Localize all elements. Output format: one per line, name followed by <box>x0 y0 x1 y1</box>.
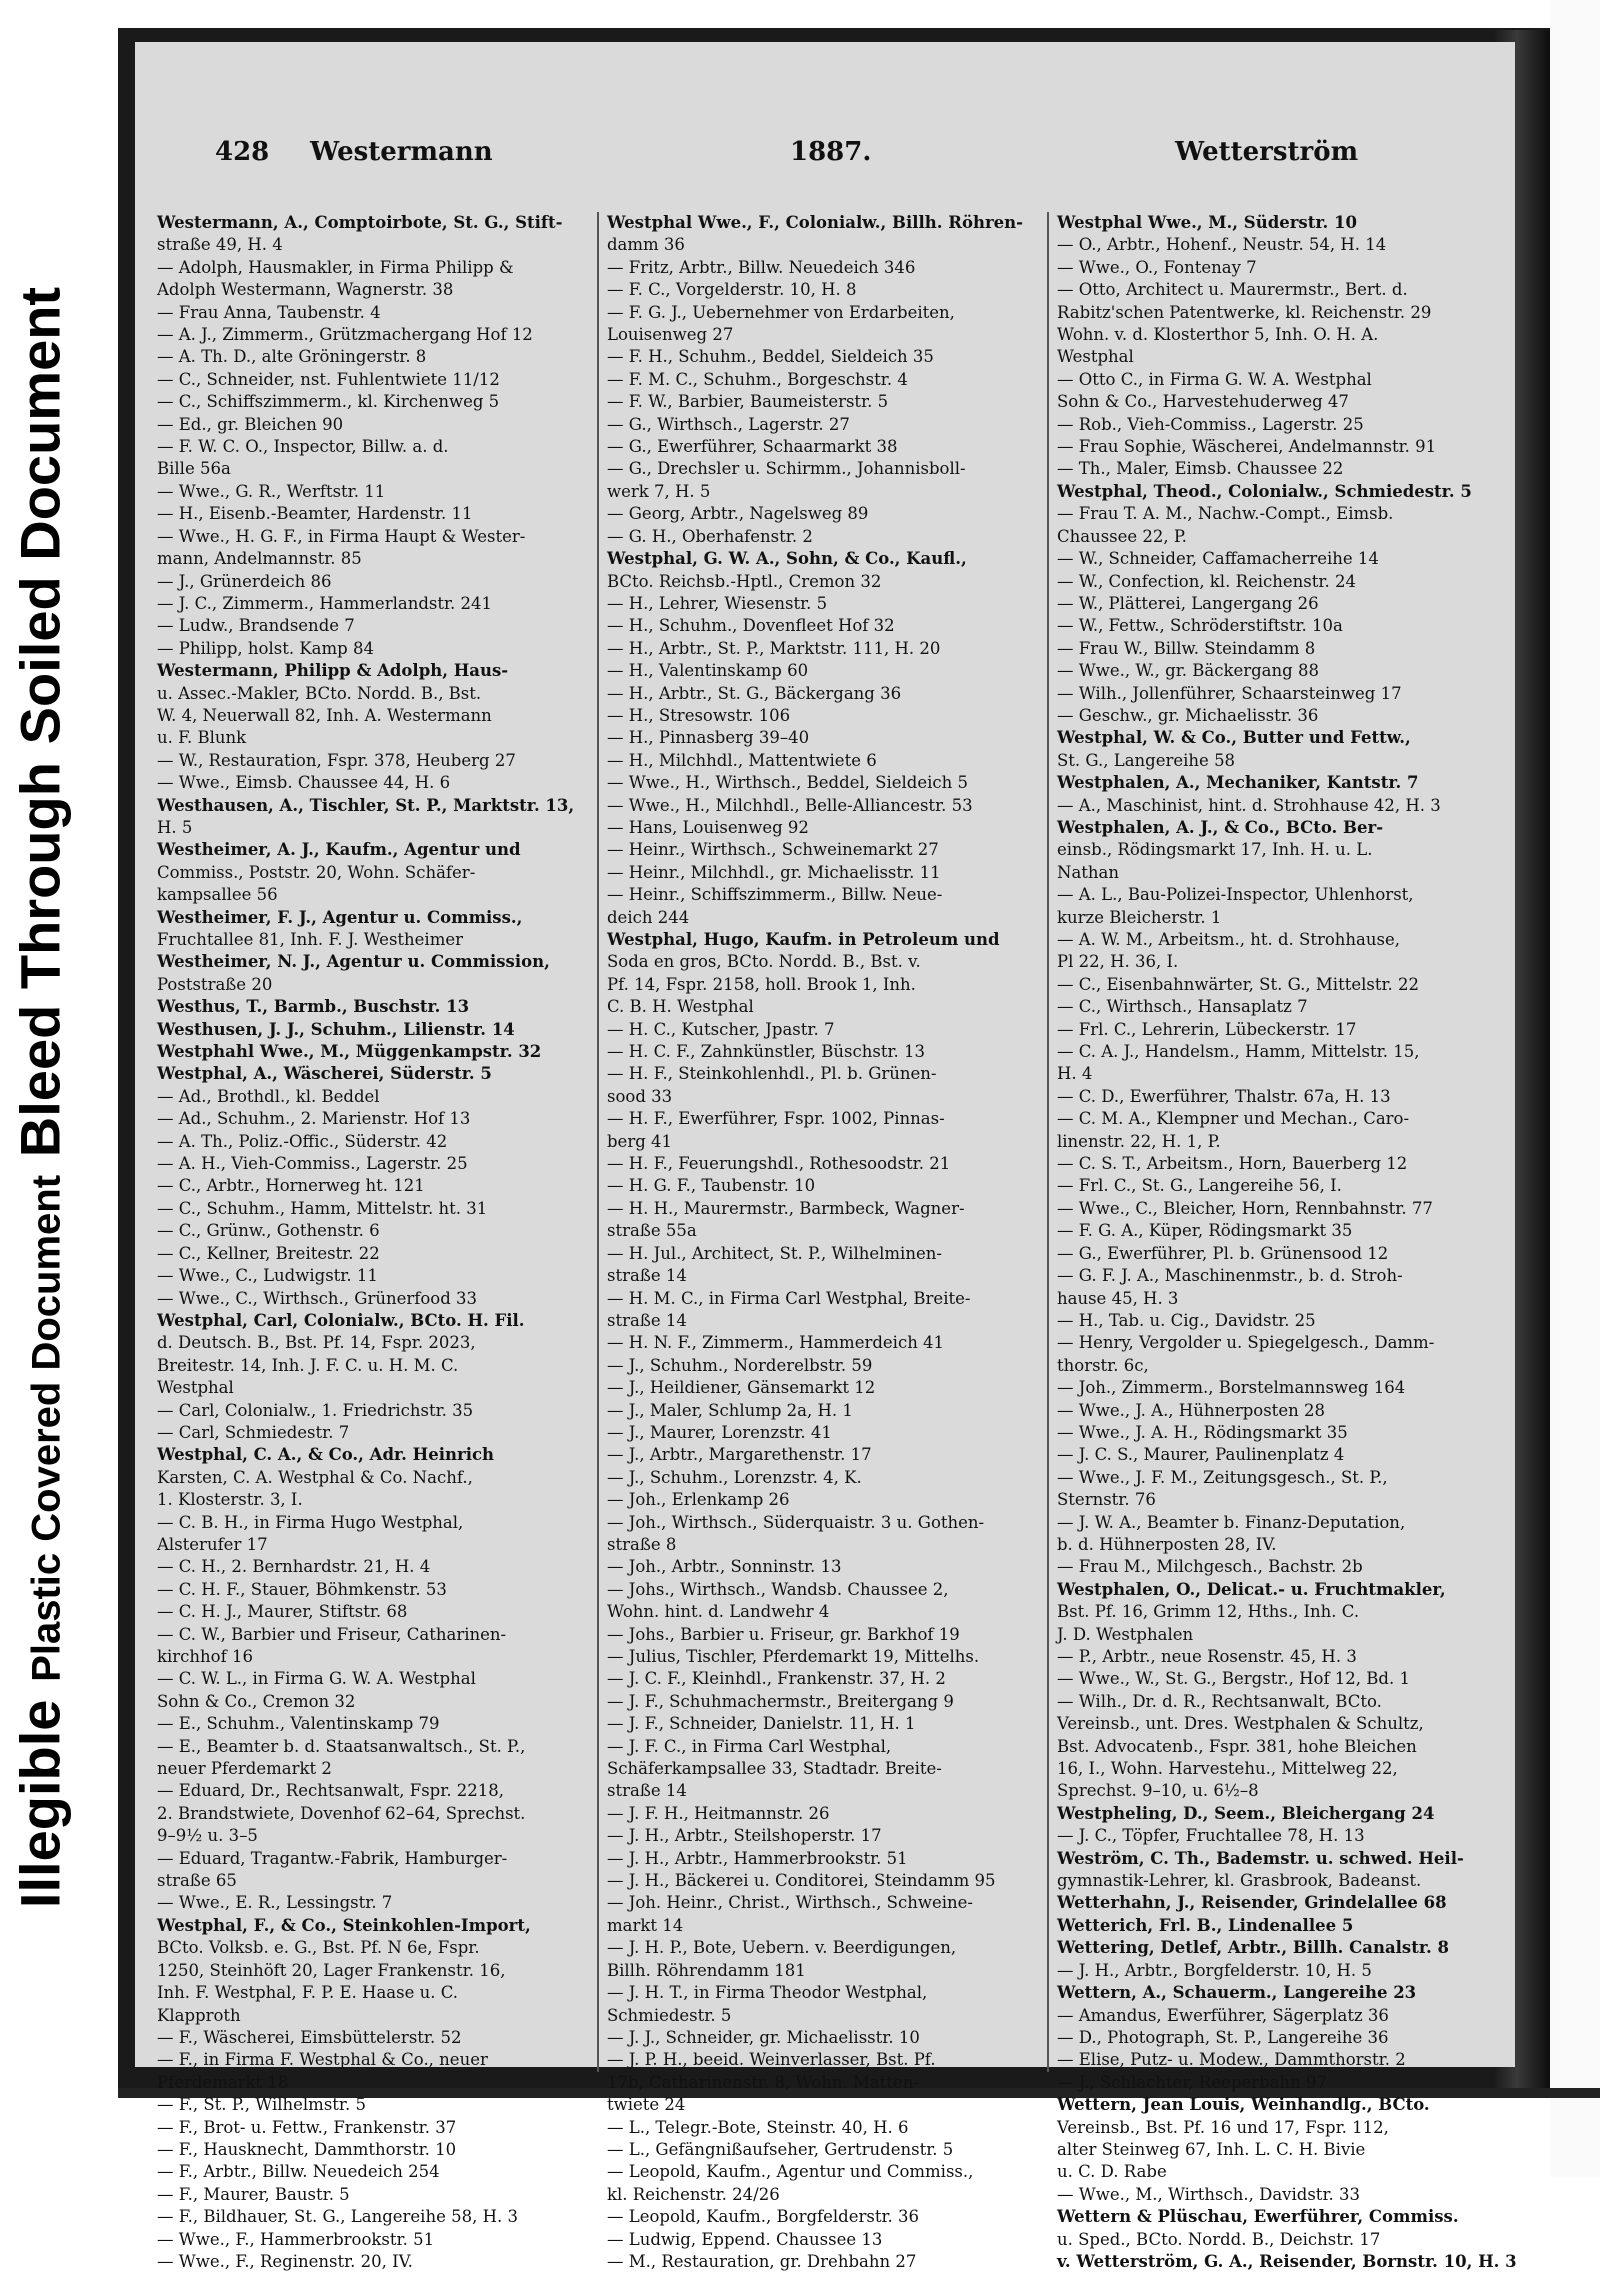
directory-line: Westphahl Wwe., M., Müggenkampstr. 32 <box>157 1042 542 1062</box>
label-bleed-through: Bleed Through <box>8 762 72 1158</box>
directory-line: Westhusen, J. J., Schuhm., Lilienstr. 14 <box>157 1019 515 1039</box>
directory-line: — Wwe., J. F. M., Zeitungsgesch., St. P., <box>1057 1467 1388 1487</box>
label-soiled-document: Soiled Document <box>8 286 72 745</box>
directory-line: — J. H., Arbtr., Borgfelderstr. 10, H. 5 <box>1057 1960 1372 1980</box>
directory-line: Wettering, Detlef, Arbtr., Billh. Canalstr. 8 <box>1057 1938 1449 1958</box>
directory-line: gymnastik-Lehrer, kl. Grasbrook, Badeanst. <box>1057 1871 1422 1891</box>
directory-line: — C. B. H., in Firma Hugo Westphal, <box>157 1512 464 1532</box>
side-label-text <box>1 98 96 2098</box>
directory-line: — Wwe., F., Hammerbrookstr. 51 <box>157 2229 435 2249</box>
directory-line: Westphal Wwe., F., Colonialw., Billh. Röhren- <box>607 213 1023 232</box>
directory-line: — F., Bildhauer, St. G., Langereihe 58, H. 3 <box>157 2207 518 2227</box>
directory-line: Fruchtallee 81, Inh. F. J. Westheimer <box>157 930 464 949</box>
directory-line: — J., Heildiener, Gänsemarkt 12 <box>607 1378 876 1398</box>
directory-line: Westheimer, F. J., Agentur u. Commiss., <box>157 907 523 927</box>
directory-line: straße 65 <box>157 1871 237 1891</box>
directory-line: Sohn & Co., Harvestehuderweg 47 <box>1057 392 1349 412</box>
directory-line: kampsallee 56 <box>157 885 278 905</box>
directory-line: — Wwe., C., Ludwigstr. 11 <box>157 1266 378 1286</box>
directory-line: — C., Kellner, Breitestr. 22 <box>157 1243 380 1263</box>
directory-line: Westphal, Carl, Colonialw., BCto. H. Fil. <box>157 1310 525 1330</box>
directory-line: Louisenweg 27 <box>607 325 734 345</box>
directory-line: — Wwe., M., Wirthsch., Davidstr. 33 <box>1057 2184 1361 2204</box>
directory-line: — Frau M., Milchgesch., Bachstr. 2b <box>1057 1557 1363 1577</box>
directory-line: Wetterhahn, J., Reisender, Grindelallee 68 <box>1057 1893 1447 1913</box>
directory-line: u. C. D. Rabe <box>1057 2162 1167 2182</box>
directory-line: straße 8 <box>607 1534 677 1554</box>
directory-line: Wettern & Plüschau, Ewerführer, Commiss. <box>1057 2207 1459 2227</box>
directory-line: H. 4 <box>1057 1064 1093 1084</box>
directory-line: — W., Fettw., Schröderstiftstr. 10a <box>1057 616 1343 636</box>
directory-line: — H. G. F., Taubenstr. 10 <box>607 1176 816 1196</box>
directory-line: — H. C., Kutscher, Jpastr. 7 <box>607 1019 835 1039</box>
directory-line: — Fritz, Arbtr., Billw. Neuedeich 346 <box>607 257 916 277</box>
directory-line: — J., Schuhm., Norderelbstr. 59 <box>607 1355 873 1375</box>
directory-line: J. D. Westphalen <box>1057 1624 1194 1644</box>
directory-line: — Johs., Barbier u. Friseur, gr. Barkhof 19 <box>607 1624 960 1644</box>
directory-line: — E., Beamter b. d. Staatsanwaltsch., St. P., <box>157 1736 526 1756</box>
directory-line: — Wilh., Dr. d. R., Rechtsanwalt, BCto. <box>1057 1691 1382 1711</box>
directory-line: — J. H. P., Bote, Uebern. v. Beerdigungen, <box>607 1938 957 1958</box>
directory-line: — C. H., 2. Bernhardstr. 21, H. 4 <box>157 1557 431 1577</box>
directory-line: — F., St. P., Wilhelmstr. 5 <box>157 2095 366 2115</box>
directory-line: straße 14 <box>607 1310 687 1330</box>
directory-line: 2. Brandstwiete, Dovenhof 62–64, Sprechst. <box>157 1803 526 1823</box>
directory-line: Bst. Advocatenb., Fspr. 381, hohe Bleichen <box>1057 1736 1417 1756</box>
directory-line: — Th., Maler, Eimsb. Chaussee 22 <box>1057 459 1344 479</box>
directory-line: — F. G. J., Uebernehmer von Erdarbeiten, <box>607 302 955 322</box>
directory-line: — Heinr., Schiffszimmerm., Billw. Neue- <box>607 885 943 905</box>
directory-line: — J. C., Zimmerm., Hammerlandstr. 241 <box>157 593 493 613</box>
directory-line: — Joh., Erlenkamp 26 <box>607 1490 790 1510</box>
directory-line: — J. F., Schneider, Danielstr. 11, H. 1 <box>607 1714 916 1734</box>
directory-line: Westermann, A., Comptoirbote, St. G., Stift- <box>157 213 563 232</box>
directory-line: markt 14 <box>607 1915 684 1935</box>
column-right <box>1057 212 1517 2273</box>
directory-line: — H. N. F., Zimmerm., Hammerdeich 41 <box>607 1333 945 1353</box>
directory-line: — J. P. H., beeid. Weinverlasser, Bst. Pf. <box>607 2050 936 2070</box>
directory-line: — C. H. F., Stauer, Böhmkenstr. 53 <box>157 1579 447 1599</box>
year-heading: 1887. <box>790 137 872 167</box>
directory-line: Schmiedestr. 5 <box>607 2005 732 2025</box>
directory-line: — G., Wirthsch., Lagerstr. 27 <box>607 414 850 434</box>
right-running-head: Wetterström <box>1175 137 1359 167</box>
directory-line: — Wilh., Jollenführer, Schaarsteinweg 17 <box>1057 683 1402 703</box>
directory-line: — C. W., Barbier und Friseur, Catharinen- <box>157 1624 507 1644</box>
directory-line: — Carl, Colonialw., 1. Friedrichstr. 35 <box>157 1400 474 1420</box>
directory-line: — F., Arbtr., Billw. Neuedeich 254 <box>157 2162 440 2182</box>
directory-line: — Wwe., F., Reginenstr. 20, IV. <box>157 2251 413 2271</box>
directory-line: — G., Ewerführer, Schaarmarkt 38 <box>607 437 898 457</box>
directory-line: u. Assec.-Makler, BCto. Nordd. B., Bst. <box>157 683 482 703</box>
label-plastic-covered: Plastic Covered Document <box>24 1174 69 1682</box>
directory-line: 9–9½ u. 3–5 <box>157 1826 258 1846</box>
directory-line: neuer Pferdemarkt 2 <box>157 1759 332 1779</box>
directory-line: — F. C., Vorgelderstr. 10, H. 8 <box>607 280 857 300</box>
directory-line: — J., Schuhm., Lorenzstr. 4, K. <box>607 1467 862 1487</box>
directory-line: straße 14 <box>607 1781 687 1801</box>
directory-line: — J., Arbtr., Margarethenstr. 17 <box>607 1445 872 1465</box>
directory-line: Weström, C. Th., Bademstr. u. schwed. Heil- <box>1057 1848 1464 1868</box>
directory-line: — J. W. A., Beamter b. Finanz-Deputation, <box>1057 1512 1406 1532</box>
directory-line: Breitestr. 14, Inh. J. F. C. u. H. M. C. <box>157 1355 459 1375</box>
directory-line: b. d. Hühnerposten 28, IV. <box>1057 1534 1277 1554</box>
directory-line: Wohn. v. d. Klosterthor 5, Inh. O. H. A. <box>1057 325 1379 345</box>
directory-line: — G., Drechsler u. Schirmm., Johannisboll- <box>607 459 966 479</box>
column-left <box>157 212 587 2273</box>
directory-line: — F. W., Barbier, Baumeisterstr. 5 <box>607 392 889 412</box>
directory-line: straße 55a <box>607 1221 697 1241</box>
directory-line: Poststraße 20 <box>157 974 273 994</box>
directory-line: — J. C. F., Kleinhdl., Frankenstr. 37, H. 2 <box>607 1669 946 1689</box>
left-running-head: Westermann <box>310 137 493 167</box>
directory-line: — H., Pinnasberg 39–40 <box>607 728 810 748</box>
directory-line: — Henry, Vergolder u. Spiegelgesch., Damm- <box>1057 1333 1435 1353</box>
directory-line: — C., Schiffszimmerm., kl. Kirchenweg 5 <box>157 392 500 412</box>
directory-line: BCto. Volksb. e. G., Bst. Pf. N 6e, Fspr. <box>157 1938 480 1958</box>
directory-line: — C., Eisenbahnwärter, St. G., Mittelstr. 22 <box>1057 974 1420 994</box>
directory-line: — H. F., Ewerführer, Fspr. 1002, Pinnas- <box>607 1109 945 1129</box>
directory-line: St. G., Langereihe 58 <box>1057 750 1236 770</box>
directory-line: — G. H., Oberhafenstr. 2 <box>607 526 813 546</box>
directory-line: — F. W. C. O., Inspector, Billw. a. d. <box>157 437 449 457</box>
directory-line: — Philipp, holst. Kamp 84 <box>157 638 374 658</box>
column-middle <box>607 212 1037 2273</box>
directory-line: — W., Plätterei, Langergang 26 <box>1057 593 1319 613</box>
directory-line: — H., Stresowstr. 106 <box>607 705 791 725</box>
directory-line: u. F. Blunk <box>157 728 247 748</box>
directory-line: — F., in Firma F. Westphal & Co., neuer <box>157 2050 488 2070</box>
directory-line: Westphal <box>1057 347 1134 367</box>
directory-line: Sternstr. 76 <box>1057 1490 1156 1510</box>
directory-line: v. Wetterström, G. A., Reisender, Bornstr. 10, H. 3 <box>1057 2251 1517 2271</box>
directory-line: — C., Wirthsch., Hansaplatz 7 <box>1057 997 1308 1017</box>
directory-line: — Wwe., H., Wirthsch., Beddel, Sieldeich 5 <box>607 773 968 793</box>
directory-line: — J. H., Bäckerei u. Conditorei, Steindamm 95 <box>607 1871 996 1891</box>
directory-line: — H., Tab. u. Cig., Davidstr. 25 <box>1057 1310 1316 1330</box>
directory-line: — Wwe., H. G. F., in Firma Haupt & Wester- <box>157 526 526 546</box>
directory-line: Vereinsb., Bst. Pf. 16 und 17, Fspr. 112, <box>1057 2117 1389 2137</box>
directory-line: — Julius, Tischler, Pferdemarkt 19, Mittelhs. <box>607 1647 980 1666</box>
directory-line: — J., Schlachter, Reeperbahn 97 <box>1057 2072 1327 2092</box>
directory-line: — E., Schuhm., Valentinskamp 79 <box>157 1714 440 1734</box>
directory-line: 1. Klosterstr. 3, I. <box>157 1490 303 1510</box>
directory-line: — H., Arbtr., St. P., Marktstr. 111, H. 20 <box>607 638 941 658</box>
directory-line: Adolph Westermann, Wagnerstr. 38 <box>157 280 454 300</box>
directory-line: BCto. Reichsb.-Hptl., Cremon 32 <box>607 571 882 591</box>
directory-line: — Geschw., gr. Michaelisstr. 36 <box>1057 705 1319 725</box>
directory-line: Westphal, C. A., & Co., Adr. Heinrich <box>157 1445 495 1465</box>
directory-line: — O., Arbtr., Hohenf., Neustr. 54, H. 14 <box>1057 235 1387 255</box>
directory-line: — Wwe., W., St. G., Bergstr., Hof 12, Bd. 1 <box>1057 1669 1410 1689</box>
directory-line: — P., Arbtr., neue Rosenstr. 45, H. 3 <box>1057 1647 1357 1666</box>
directory-line: — H. F., Steinkohlenhdl., Pl. b. Grünen- <box>607 1064 937 1084</box>
directory-line: — Hans, Louisenweg 92 <box>607 817 809 837</box>
directory-line: Westhus, T., Barmb., Buschstr. 13 <box>157 997 470 1017</box>
side-label <box>0 0 95 2177</box>
directory-line: — Joh., Arbtr., Sonninstr. 13 <box>607 1557 842 1577</box>
right-margin <box>1550 0 1600 2177</box>
directory-line: — Leopold, Kaufm., Borgfelderstr. 36 <box>607 2207 920 2227</box>
directory-line: Alsterufer 17 <box>157 1534 268 1554</box>
directory-line: einsb., Rödingsmarkt 17, Inh. H. u. L. <box>1057 840 1373 860</box>
directory-line: Westphal, A., Wäscherei, Süderstr. 5 <box>157 1064 492 1084</box>
directory-line: sood 33 <box>607 1086 673 1106</box>
directory-line: — Adolph, Hausmakler, in Firma Philipp & <box>157 257 514 277</box>
directory-line: — C., Grünw., Gothenstr. 6 <box>157 1221 380 1241</box>
directory-line: — Wwe., G. R., Werftstr. 11 <box>157 481 386 501</box>
directory-line: — A. L., Bau-Polizei-Inspector, Uhlenhorst, <box>1057 885 1414 905</box>
directory-line: — Frl. C., St. G., Langereihe 56, I. <box>1057 1176 1342 1196</box>
directory-line: Westheimer, A. J., Kaufm., Agentur und <box>157 840 521 860</box>
directory-line: — Rob., Vieh-Commiss., Lagerstr. 25 <box>1057 414 1364 434</box>
directory-line: — Frau T. A. M., Nachw.-Compt., Eimsb. <box>1057 504 1394 524</box>
directory-line: — Ed., gr. Bleichen 90 <box>157 414 344 434</box>
directory-line: — Ludwig, Eppend. Chaussee 13 <box>607 2229 883 2249</box>
directory-line: — M., Restauration, gr. Drehbahn 27 <box>607 2251 917 2271</box>
directory-line: — Wwe., C., Wirthsch., Grünerfood 33 <box>157 1288 478 1308</box>
directory-line: — A., Maschinist, hint. d. Strohhause 42, H. 3 <box>1057 795 1441 815</box>
directory-line: — C. M. A., Klempner und Mechan., Caro- <box>1057 1109 1410 1129</box>
directory-line: — Amandus, Ewerführer, Sägerplatz 36 <box>1057 2005 1389 2025</box>
directory-line: — C. H. J., Maurer, Stiftstr. 68 <box>157 1602 408 1622</box>
label-illegible: Illegible <box>8 1699 72 1909</box>
directory-line: kl. Reichenstr. 24/26 <box>607 2184 780 2204</box>
directory-line: — Otto C., in Firma G. W. A. Westphal <box>1057 369 1372 389</box>
directory-line: C. B. H. Westphal <box>607 997 754 1017</box>
directory-line: — F., Maurer, Baustr. 5 <box>157 2184 350 2204</box>
directory-line: Klapproth <box>157 2005 241 2025</box>
directory-line: Schäferkampsallee 33, Stadtadr. Breite- <box>607 1759 942 1779</box>
directory-line: — F., Brot- u. Fettw., Frankenstr. 37 <box>157 2117 457 2137</box>
directory-line: mann, Andelmannstr. 85 <box>157 549 362 569</box>
directory-line: Westphal, Theod., Colonialw., Schmiedestr. 5 <box>1057 481 1472 501</box>
directory-line: W. 4, Neuerwall 82, Inh. A. Westermann <box>157 705 492 725</box>
directory-line: — J., Maurer, Lorenzstr. 41 <box>607 1422 832 1442</box>
directory-line: — G., Ewerführer, Pl. b. Grünensood 12 <box>1057 1243 1389 1263</box>
directory-line: — A. W. M., Arbeitsm., ht. d. Strohhause, <box>1057 930 1400 949</box>
directory-line: — Elise, Putz- u. Modew., Dammthorstr. 2 <box>1057 2050 1406 2070</box>
directory-line: straße 14 <box>607 1266 687 1286</box>
directory-line: — J., Grünerdeich 86 <box>157 571 332 591</box>
directory-line: — A. Th. D., alte Gröningerstr. 8 <box>157 347 427 367</box>
directory-line: — H. M. C., in Firma Carl Westphal, Breite- <box>607 1288 971 1308</box>
directory-line: — Eduard, Tragantw.-Fabrik, Hamburger- <box>157 1848 508 1868</box>
directory-line: Pferdemarkt 18 <box>157 2072 289 2092</box>
column-rule <box>597 212 599 2072</box>
directory-line: — Frau Anna, Taubenstr. 4 <box>157 302 381 322</box>
directory-line: hause 45, H. 3 <box>1057 1288 1179 1308</box>
page-number: 428 <box>215 137 270 167</box>
directory-line: Sprechst. 9–10, u. 6½–8 <box>1057 1781 1259 1801</box>
directory-line: — J. H., Arbtr., Hammerbrookstr. 51 <box>607 1848 908 1868</box>
directory-line: — J. C., Töpfer, Fruchtallee 78, H. 13 <box>1057 1826 1365 1846</box>
directory-line: Wettern, A., Schauerm., Langereihe 23 <box>1057 1983 1417 2003</box>
directory-line: — Wwe., J. A., Hühnerposten 28 <box>1057 1400 1325 1420</box>
directory-line: kirchhof 16 <box>157 1647 253 1666</box>
directory-line: — H. Jul., Architect, St. P., Wilhelminen- <box>607 1243 942 1263</box>
directory-line: — J. J., Schneider, gr. Michaelisstr. 10 <box>607 2027 920 2047</box>
directory-line: d. Deutsch. B., Bst. Pf. 14, Fspr. 2023, <box>157 1333 476 1353</box>
directory-line: — W., Schneider, Caffamacherreihe 14 <box>1057 549 1379 569</box>
directory-line: — H. C. F., Zahnkünstler, Büschstr. 13 <box>607 1042 926 1062</box>
directory-line: 16, I., Wohn. Harvestehu., Mittelweg 22, <box>1057 1759 1398 1779</box>
directory-line: — F. H., Schuhm., Beddel, Sieldeich 35 <box>607 347 934 367</box>
directory-line: Inh. F. Westphal, F. P. E. Haase u. C. <box>157 1983 458 2003</box>
directory-line: Westphal, Hugo, Kaufm. in Petroleum und <box>607 930 1000 949</box>
directory-line: u. Sped., BCto. Nordd. B., Deichstr. 17 <box>1057 2229 1381 2249</box>
directory-line: Westphalen, A., Mechaniker, Kantstr. 7 <box>1057 773 1419 793</box>
directory-line: linenstr. 22, H. 1, P. <box>1057 1131 1221 1151</box>
directory-line: — Wwe., J. A. H., Rödingsmarkt 35 <box>1057 1422 1348 1442</box>
directory-line: Bille 56a <box>157 459 231 479</box>
directory-line: Westphal, W. & Co., Butter und Fettw., <box>1057 728 1411 748</box>
directory-line: — Frl. C., Lehrerin, Lübeckerstr. 17 <box>1057 1019 1357 1039</box>
directory-line: Westphal, F., & Co., Steinkohlen-Import, <box>157 1915 531 1935</box>
directory-line: — C. W. L., in Firma G. W. A. Westphal <box>157 1669 476 1689</box>
directory-line: — Georg, Arbtr., Nagelsweg 89 <box>607 504 869 524</box>
directory-line: thorstr. 6c, <box>1057 1355 1149 1375</box>
directory-line: Commiss., Poststr. 20, Wohn. Schäfer- <box>157 862 476 882</box>
directory-line: — W., Confection, kl. Reichenstr. 24 <box>1057 571 1356 591</box>
directory-line: Pf. 14, Fspr. 2158, holl. Brook 1, Inh. <box>607 974 916 994</box>
directory-line: — Johs., Wirthsch., Wandsb. Chaussee 2, <box>607 1579 949 1599</box>
directory-line: — Ad., Schuhm., 2. Marienstr. Hof 13 <box>157 1109 471 1129</box>
directory-line: Sohn & Co., Cremon 32 <box>157 1691 356 1711</box>
directory-line: — J. H. T., in Firma Theodor Westphal, <box>607 1983 928 2003</box>
directory-line: Karsten, C. A. Westphal & Co. Nachf., <box>157 1467 473 1487</box>
directory-line: — J. F. C., in Firma Carl Westphal, <box>607 1736 892 1756</box>
directory-line: — F. M. C., Schuhm., Borgeschstr. 4 <box>607 369 908 389</box>
directory-line: alter Steinweg 67, Inh. L. C. H. Bivie <box>1057 2139 1366 2159</box>
directory-line: Westheimer, N. J., Agentur u. Commission, <box>157 952 550 972</box>
directory-line: — J. C. S., Maurer, Paulinenplatz 4 <box>1057 1445 1345 1465</box>
directory-line: — Carl, Schmiedestr. 7 <box>157 1422 350 1442</box>
directory-line: Westpheling, D., Seem., Bleichergang 24 <box>1057 1803 1435 1823</box>
directory-line: — A. H., Vieh-Commiss., Lagerstr. 25 <box>157 1154 468 1174</box>
directory-line: — J., Maler, Schlump 2a, H. 1 <box>607 1400 853 1420</box>
directory-line: straße 49, H. 4 <box>157 235 283 255</box>
directory-line: — J. F., Schuhmachermstr., Breitergang 9 <box>607 1691 954 1711</box>
directory-line: — Frau W., Billw. Steindamm 8 <box>1057 638 1316 658</box>
directory-line: twiete 24 <box>607 2095 686 2115</box>
directory-line: — J. F. H., Heitmannstr. 26 <box>607 1803 830 1823</box>
directory-line: — C. A. J., Handelsm., Hamm, Mittelstr. 15, <box>1057 1042 1420 1062</box>
directory-line: — H., Eisenb.-Beamter, Hardenstr. 11 <box>157 504 473 524</box>
directory-line: damm 36 <box>607 235 685 255</box>
directory-line: Westphal Wwe., M., Süderstr. 10 <box>1057 213 1357 232</box>
directory-line: — G. F. J. A., Maschinenmstr., b. d. Stroh- <box>1057 1266 1403 1286</box>
directory-line: — J. H., Arbtr., Steilshoperstr. 17 <box>607 1826 882 1846</box>
directory-line: — Leopold, Kaufm., Agentur und Commiss., <box>607 2162 974 2182</box>
directory-line: Wetterich, Frl. B., Lindenallee 5 <box>1057 1915 1354 1935</box>
directory-line: — Ad., Brothdl., kl. Beddel <box>157 1086 380 1106</box>
directory-line: — Wwe., C., Bleicher, Horn, Rennbahnstr. 77 <box>1057 1198 1433 1218</box>
directory-line: — H. H., Maurermstr., Barmbeck, Wagner- <box>607 1198 965 1218</box>
directory-line: kurze Bleicherstr. 1 <box>1057 907 1222 927</box>
directory-line: Wettern, Jean Louis, Weinhandlg., BCto. <box>1057 2095 1430 2115</box>
directory-line: — C. S. T., Arbeitsm., Horn, Bauerberg 12 <box>1057 1154 1408 1174</box>
directory-line: Rabitz'schen Patentwerke, kl. Reichenstr. 29 <box>1057 302 1432 322</box>
directory-line: — Wwe., E. R., Lessingstr. 7 <box>157 1893 393 1913</box>
directory-line: — H., Schuhm., Dovenfleet Hof 32 <box>607 616 895 636</box>
directory-line: 1250, Steinhöft 20, Lager Frankenstr. 16, <box>157 1960 506 1980</box>
directory-line: berg 41 <box>607 1131 673 1151</box>
directory-line: — Ludw., Brandsende 7 <box>157 616 355 636</box>
directory-line: — C. D., Ewerführer, Thalstr. 67a, H. 13 <box>1057 1086 1391 1106</box>
directory-line: Bst. Pf. 16, Grimm 12, Hths., Inh. C. <box>1057 1602 1360 1622</box>
directory-line: 17b, Catharinenstr. 8, Wohn. Matten- <box>607 2072 919 2092</box>
directory-line: Vereinsb., unt. Dres. Westphalen & Schultz, <box>1057 1714 1424 1734</box>
directory-line: Westphal, G. W. A., Sohn, & Co., Kaufl., <box>607 549 967 569</box>
directory-line: H. 5 <box>157 817 193 837</box>
directory-line: deich 244 <box>607 907 690 927</box>
directory-line: — C., Arbtr., Hornerweg ht. 121 <box>157 1176 425 1196</box>
directory-line: — Wwe., H., Milchhdl., Belle-Alliancestr. 53 <box>607 795 973 815</box>
directory-line: Westphalen, O., Delicat.- u. Fruchtmakler, <box>1057 1579 1446 1599</box>
directory-line: — Heinr., Wirthsch., Schweinemarkt 27 <box>607 840 939 860</box>
directory-line: — F., Wäscherei, Eimsbüttelerstr. 52 <box>157 2027 462 2047</box>
column-rule <box>1047 212 1049 2072</box>
directory-line: Nathan <box>1057 862 1119 882</box>
directory-line: — D., Photograph, St. P., Langereihe 36 <box>1057 2027 1389 2047</box>
directory-line: — L., Telegr.-Bote, Steinstr. 40, H. 6 <box>607 2117 909 2137</box>
directory-line: — Joh., Wirthsch., Süderquaistr. 3 u. Gothen- <box>607 1512 985 1532</box>
directory-line: — W., Restauration, Fspr. 378, Heuberg 27 <box>157 750 516 770</box>
directory-page <box>135 42 1517 2271</box>
directory-line: Pl 22, H. 36, I. <box>1057 952 1179 972</box>
directory-line: — H., Valentinskamp 60 <box>607 661 809 681</box>
directory-line: — Otto, Architect u. Maurermstr., Bert. d. <box>1057 280 1408 300</box>
directory-line: — H. F., Feuerungshdl., Rothesoodstr. 21 <box>607 1154 951 1174</box>
directory-line: — L., Gefängnißaufseher, Gertrudenstr. 5 <box>607 2139 954 2159</box>
directory-line: — Wwe., Eimsb. Chaussee 44, H. 6 <box>157 773 451 793</box>
directory-line: — Frau Sophie, Wäscherei, Andelmannstr. 91 <box>1057 437 1437 457</box>
directory-line: Westphal <box>157 1378 234 1398</box>
directory-line: — A. Th., Poliz.-Offic., Süderstr. 42 <box>157 1131 448 1151</box>
directory-line: — Eduard, Dr., Rechtsanwalt, Fspr. 2218, <box>157 1781 505 1801</box>
directory-line: Westphalen, A. J., & Co., BCto. Ber- <box>1057 817 1384 837</box>
directory-line: — F. G. A., Küper, Rödingsmarkt 35 <box>1057 1221 1353 1241</box>
directory-line: — F., Hausknecht, Dammthorstr. 10 <box>157 2139 457 2159</box>
directory-line: — Joh. Heinr., Christ., Wirthsch., Schweine- <box>607 1893 973 1913</box>
directory-line: Soda en gros, BCto. Nordd. B., Bst. v. <box>607 952 921 972</box>
directory-line: — Joh., Zimmerm., Borstelmannsweg 164 <box>1057 1378 1406 1398</box>
directory-line: — C., Schneider, nst. Fuhlentwiete 11/12 <box>157 369 500 389</box>
directory-line: — C., Schuhm., Hamm, Mittelstr. ht. 31 <box>157 1198 488 1218</box>
directory-line: — Heinr., Milchhdl., gr. Michaelisstr. 11 <box>607 862 941 882</box>
directory-line: Wohn. hint. d. Landwehr 4 <box>607 1602 830 1622</box>
directory-line: Westermann, Philipp & Adolph, Haus- <box>157 661 509 681</box>
directory-line: — H., Lehrer, Wiesenstr. 5 <box>607 593 828 613</box>
directory-line: — H., Arbtr., St. G., Bäckergang 36 <box>607 683 902 703</box>
directory-line: — A. J., Zimmerm., Grützmachergang Hof 12 <box>157 325 533 345</box>
directory-line: — H., Milchhdl., Mattentwiete 6 <box>607 750 877 770</box>
directory-line: — Wwe., W., gr. Bäckergang 88 <box>1057 661 1319 681</box>
directory-line: Billh. Röhrendamm 181 <box>607 1960 806 1980</box>
directory-line: Westhausen, A., Tischler, St. P., Marktstr. 13, <box>157 795 575 815</box>
directory-line: — Wwe., O., Fontenay 7 <box>1057 257 1257 277</box>
directory-line: werk 7, H. 5 <box>607 481 711 501</box>
directory-line: Chaussee 22, P. <box>1057 526 1187 546</box>
